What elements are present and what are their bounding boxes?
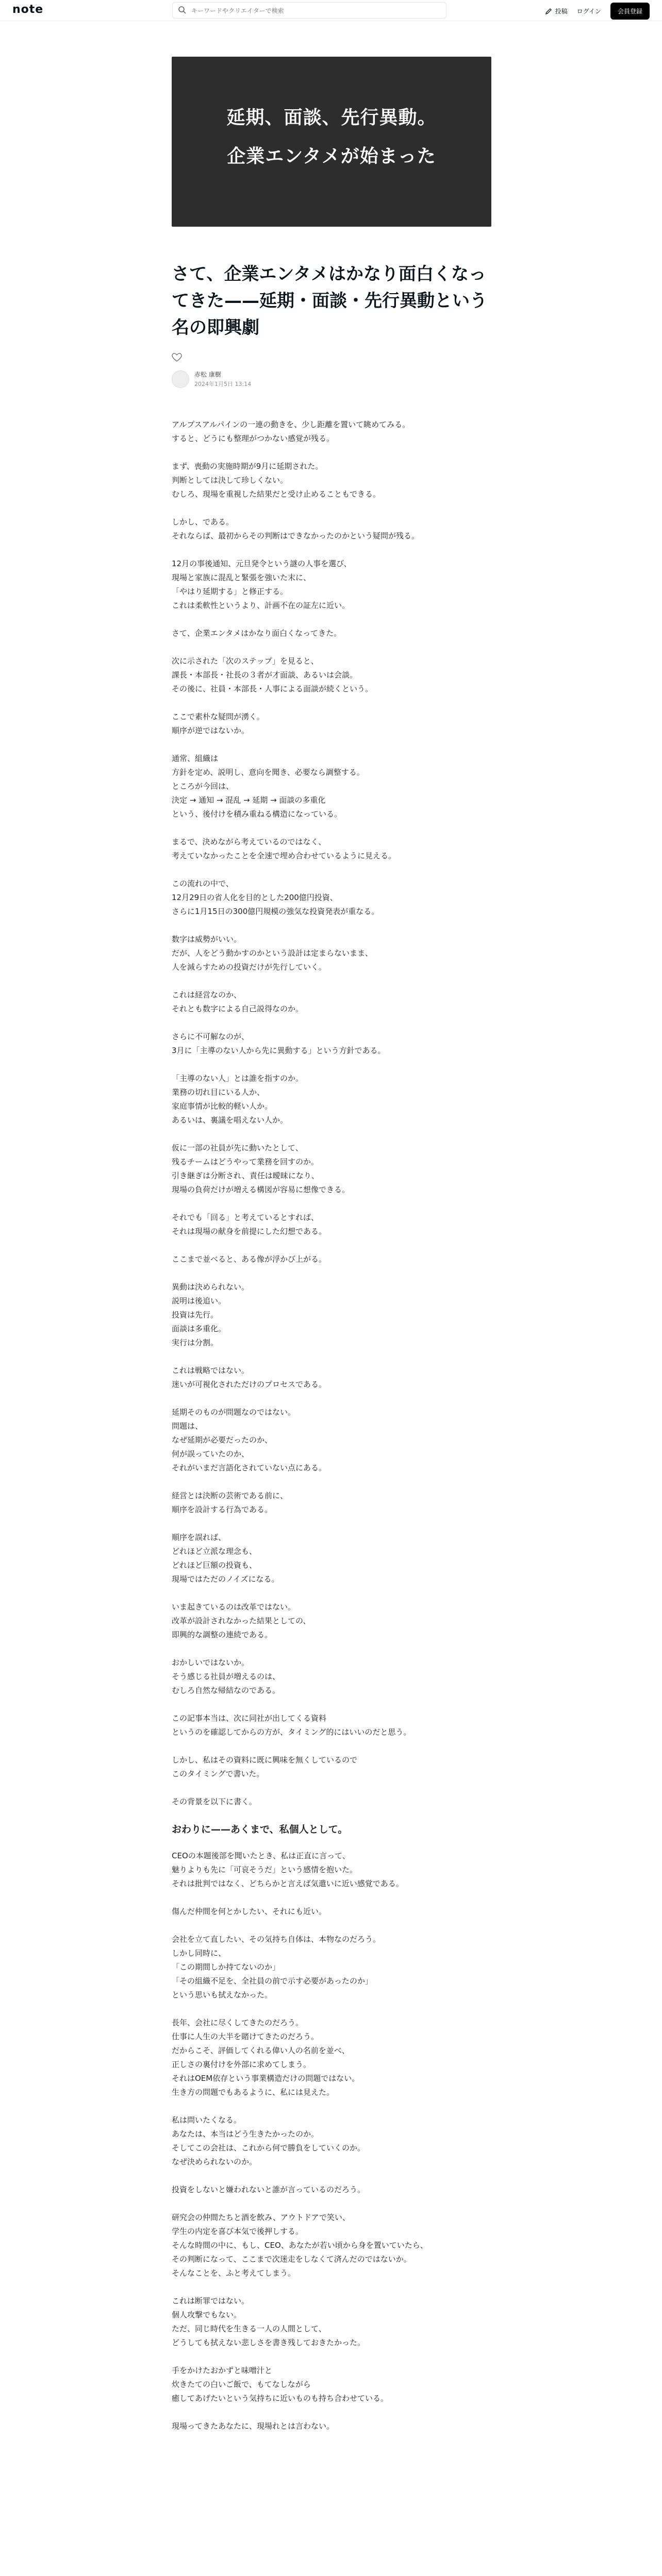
post-label: 投稿 (555, 8, 568, 15)
paragraph: これは経営なのか、 それとも数字による自己説得なのか。 (172, 990, 304, 1013)
paragraph: まるで、決めながら考えているのではなく、 考えていなかったことを全速で埋め合わせているように見える。 (172, 837, 396, 860)
login-link[interactable]: ログイン (576, 8, 601, 15)
paragraph: 順序を誤れば、 どれほど立派な理念も、 どれほど巨額の投資も、 現場ではただのノイズになる。 (172, 1533, 279, 1584)
paragraph: ここで素朴な疑問が湧く。 順序が逆ではないか。 (172, 712, 264, 735)
paragraph: 投資をしないと嫌われないと誰が言っているのだろう。 (172, 2185, 366, 2194)
heart-icon[interactable] (172, 352, 182, 363)
note-logo[interactable]: note (12, 3, 44, 16)
post-link[interactable] (545, 7, 568, 15)
paragraph: この記事本当は、次に同社が出してくる資料 というのを確認してからの方が、タイミング的にはいいのだと思う。 (172, 1714, 411, 1737)
paragraph: しかし、である。 それならば、最初からその判断はできなかったのかという疑問が残る。 (172, 517, 420, 540)
paragraph: 経営とは決断の芸術である前に、 順序を設計する行為である。 (172, 1491, 288, 1514)
paragraph: さらに不可解なのが、 3月に「主導のない人から先に異動する」という方針である。 (172, 1032, 386, 1055)
hero-text-line-1: 延期、面談、先行異動。 (226, 107, 437, 128)
paragraph: 会社を立て直したい、その気持ち自体は、本物なのだろう。 しかし同時に、 「この期間しか持てないのか」 「その組織不足を、全社員の前で示す必要があったのか」 という思いも拭えなかった。 (172, 1935, 381, 1999)
paragraph: これは断罪ではない。 個人攻撃でもない。 ただ、同じ時代を生きる一人の人間として、 どうしても拭えない悲しさを書き残しておきたかった。 (172, 2296, 366, 2347)
paragraph: 数字は威勢がいい。 だが、人をどう動かすのかという設計は定まらないまま、 人を減らすための投資だけが先行していく。 (172, 935, 373, 972)
article (172, 57, 491, 2447)
register-button[interactable]: 会員登録 (610, 3, 650, 20)
article-body (172, 418, 491, 2433)
author-info (172, 370, 491, 388)
paragraph: ここまで並べると、ある像が浮かび上がる。 (172, 1255, 327, 1264)
paragraph: 通常、組織は 方針を定め、説明し、意向を聞き、必要なら調整する。 ところが今回は、 決定 → 通知 → 混乱 → 延期 → 面談の多重化 という、後付けを積み重ねる構造になっている。 (172, 754, 365, 819)
post-date: 2024年1月5日 13:14 (194, 381, 252, 387)
paragraph: 「主導のない人」とは誰を指すのか。 業務の切れ目にいる人か、 家庭事情が比較的軽い人か。 あるいは、裏議を唱えない人か。 (172, 1074, 304, 1125)
author-name[interactable]: 赤松 康樹 (194, 371, 221, 378)
paragraph: 現場ってきたあなたに、現場れとは言わない。 (172, 2421, 335, 2431)
avatar[interactable] (172, 370, 189, 388)
search-input[interactable] (190, 5, 440, 16)
article-title: さて、企業エンタメはかなり面白くなってきた——延期・面談・先行異動という名の即興劇 (172, 264, 487, 338)
global-header (0, 0, 662, 21)
paragraph: その背景を以下に書く。 (172, 1797, 257, 1806)
hero-image (172, 57, 491, 227)
search-icon (178, 6, 186, 14)
search-box[interactable] (172, 2, 446, 19)
paragraph: おかしいではないか。 そう感じる社員が増えるのは、 むしろ自然な帰結なのである。 (172, 1658, 280, 1695)
paragraph: さて、企業エンタメはかなり面白くなってきた。 (172, 629, 342, 638)
paragraph: 仮に一部の社員が先に動いたとして、 残るチームはどうやって業務を回すのか。 引き継ぎは分断され、責任は曖昧になり、 現場の負荷だけが増える構図が容易に想像できる。 (172, 1143, 350, 1194)
paragraph: 手をかけたおかずと味噌汁と 炊きたての白いご飯で、もてなしながら 癒してあげたいという気持ちに近いものも持ち合わせている。 (172, 2366, 389, 2403)
paragraph: 次に示された「次のステップ」を見ると、 課長・本部長・社長の３者が才面談、あるいは会談。 その後に、社員・本部長・人事による面談が続くという。 (172, 656, 373, 693)
paragraph: CEOの本題後部を聞いたとき、私は正直に言って、 魅りよりも先に「可哀そうだ」という感情を抱いた。 それは批判ではなく、どちらかと言えば気遣いに近い感覚である。 (172, 1851, 404, 1888)
paragraph: 研究会の仲間たちと酒を飲み、アウトドアで笑い、 学生の内定を喜び本気で後押しする。 そんな時間の中に、もし、CEO、あなたが若い頃から身を置いていたら、 その判断になって、ここまで次迷走をしなくて済んだのではないか。 そんなことを、ふと考えてしまう。 (172, 2213, 428, 2278)
paragraph: この流れの中で、 12月29日の省人化を目的とした200億円投資、 さらに1月15日の300億円規模の強気な投資発表が重なる。 (172, 879, 379, 916)
paragraph: まず、喪動の実施時期が9月に延期された。 判断としては決して珍しくない。 むしろ、現場を重視した結果だと受け止めることもできる。 (172, 462, 381, 499)
paragraph: 異動は決められない。 説明は後追い。 投資は先行。 面談は多重化。 実行は分割。 (172, 1282, 250, 1347)
paragraph: 延期そのものが問題なのではない。 問題は、 なぜ延期が必要だったのか、 何が誤っていたのか、 それがいまだ言語化されていない点にある。 (172, 1408, 327, 1472)
hero-text-line-2: 企業エンタメが始まった (227, 146, 436, 167)
paragraph: 12月の事後通知、元旦発令という謎の人事を選び、 現場と家族に混乱と緊張を強いた末に、 「やはり延期する」と修正する。 これは柔軟性というより、計画不在の証左に近い。 (172, 559, 352, 610)
paragraph: それでも「回る」と考えているとすれば、 それは現場の献身を前提にした幻想である。 (172, 1213, 327, 1236)
paragraph: いま起きているのは改革ではない。 改革が設計されなかった結果としての、 即興的な調整の連続である。 (172, 1602, 311, 1639)
paragraph: アルプスアルパインの一連の動きを、少し距離を置いて眺めてみる。 すると、どうにも整理がつかない感覚が残る。 (172, 420, 410, 443)
paragraph: これは戦略ではない。 迷いが可視化されただけのプロセスである。 (172, 1366, 327, 1389)
section-heading: おわりに——あくまで、私個人として。 (172, 1824, 348, 1835)
paragraph: 傷んだ仲間を何とかしたい、それにも近い。 (172, 1907, 327, 1916)
paragraph: しかし、私はその資料に既に興味を無くしているので このタイミングで書いた。 (172, 1755, 358, 1778)
paragraph: 長年、会社に尽くしてきたのだろう。 仕事に人生の大半を賭けてきたのだろう。 だからこそ、評価してくれる偉い人の名前を並べ、 正しさの裏付けを外部に求めてしまう。 それはOEM依存という事業構造だけの問題ではない。 生き方の問題でもあるように、私には見えた。 (172, 2018, 360, 2097)
paragraph: 私は問いたくなる。 あなたは、本当はどう生きたかったのか。 そしてこの会社は、これから何で勝負をしていくのか。 なぜ決められないのか。 (172, 2115, 366, 2166)
header-actions (545, 3, 650, 20)
pencil-icon (545, 8, 552, 15)
